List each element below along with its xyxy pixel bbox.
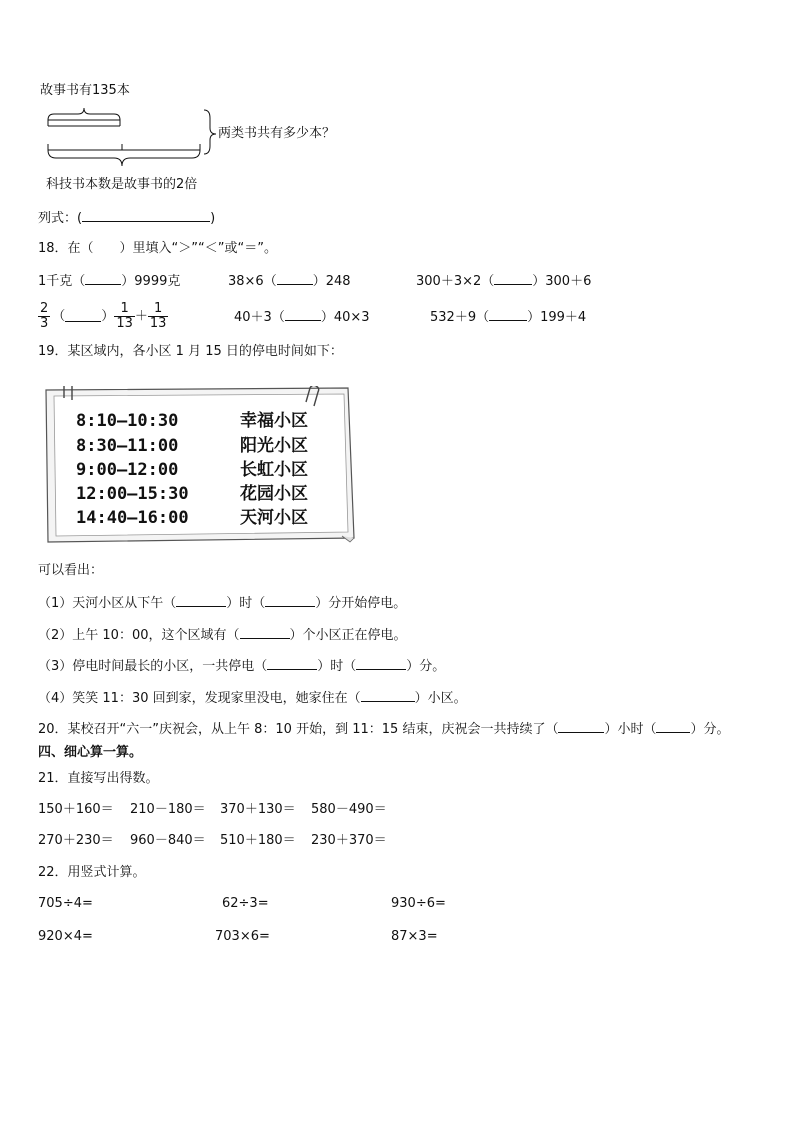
q22-item: 703×6= [215,929,270,944]
q21-item: 230＋370＝ [311,833,387,848]
q19-sub1: （1）天河小区从下午（ ）时（ ）分开始停电。 [38,596,407,611]
q19-blank[interactable] [265,595,315,607]
schedule-place: 花园小区 [240,484,308,504]
q18-row2-item1: $\frac{2}{3}$ （ ） $\frac{1}{13}$ ＋ $\frac{1}{13}$ [40,300,167,331]
q22-title: 22．用竖式计算。 [38,865,146,880]
schedule-time: 8:10—10:30 [76,411,179,431]
q21-item: 580－490＝ [311,802,387,817]
fraction-1-13: $\frac{1}{13}$ [149,300,167,331]
q18-blank[interactable] [489,309,527,321]
q21-item: 270＋230＝ [38,833,114,848]
q21-title: 21．直接写出得数。 [38,771,159,786]
formula-blank[interactable] [82,210,210,222]
q20-blank[interactable] [558,721,604,733]
q21-item: 150＋160＝ [38,802,114,817]
formula-label: 列式：( [38,211,83,226]
q19-intro: 可以看出： [38,563,104,578]
q22-item: 87×3= [391,929,438,944]
schedule-place: 阳光小区 [240,436,308,456]
q19-blank[interactable] [361,690,415,702]
total-question: 两类书共有多少本？ [218,126,336,141]
schedule-place: 天河小区 [240,508,308,528]
q21-item: 510＋180＝ [220,833,296,848]
q19-blank[interactable] [240,627,290,639]
outage-schedule-note [44,386,356,544]
section-4-title: 四、细心算一算。 [38,745,143,760]
formula-line: 列式：( ) [38,211,216,226]
q21-item: 210－180＝ [130,802,206,817]
q18-blank[interactable] [85,273,121,285]
q19-sub2: （2）上午 10：00，这个区域有（ ）个小区正在停电。 [38,628,407,643]
q20-question: 20．某校召开“六一”庆祝会，从上午 8：10 开始，到 11：15 结束，庆祝会一共持续了（ ）小时（ ）分。 [38,722,730,737]
q19-blank[interactable] [267,658,317,670]
fraction-1-13: $\frac{1}{13}$ [116,300,133,331]
q19-sub4: （4）笑笑 11：30 回到家，发现家里没电，她家住在（ ）小区。 [38,691,467,706]
q18-row1-item3: 300＋3×2（ ）300＋6 [416,274,592,289]
q19-sub3: （3）停电时间最长的小区，一共停电（ ）时（ ）分。 [38,659,446,674]
schedule-time: 14:40—16:00 [76,508,189,528]
fraction-2-3: $\frac{2}{3}$ [40,300,49,331]
story-book-label: 故事书有135本 [40,83,130,98]
q18-row1-item1: 1千克（ ）9999克 [38,274,181,289]
q18-blank[interactable] [494,273,532,285]
q22-item: 920×4= [38,929,93,944]
q22-item: 705÷4= [38,896,93,911]
schedule-place: 长虹小区 [240,460,308,480]
q22-item: 930÷6= [391,896,446,911]
schedule-place: 幸福小区 [240,411,308,431]
q20-blank[interactable] [656,721,690,733]
q22-item: 62÷3= [222,896,269,911]
q18-title: 18．在（ ）里填入“＞”“＜”或“＝”。 [38,241,277,256]
line-segment-diagram [40,100,220,172]
q21-item: 960－840＝ [130,833,206,848]
q18-row2-item2: 40＋3（ ）40×3 [234,310,370,325]
q19-blank[interactable] [176,595,226,607]
q18-blank[interactable] [285,309,321,321]
q18-row1-item2: 38×6（ ）248 [228,274,351,289]
q19-title: 19．某区域内，各小区 1 月 15 日的停电时间如下： [38,344,343,359]
science-book-label: 科技书本数是故事书的2倍 [46,177,198,192]
q18-row2-item3: 532＋9（ ）199＋4 [430,310,587,325]
q19-blank[interactable] [356,658,406,670]
q21-item: 370＋130＝ [220,802,296,817]
schedule-time: 8:30—11:00 [76,436,179,456]
q18-blank[interactable] [65,310,101,322]
schedule-time: 12:00—15:30 [76,484,189,504]
schedule-time: 9:00—12:00 [76,460,179,480]
q18-blank[interactable] [277,273,313,285]
